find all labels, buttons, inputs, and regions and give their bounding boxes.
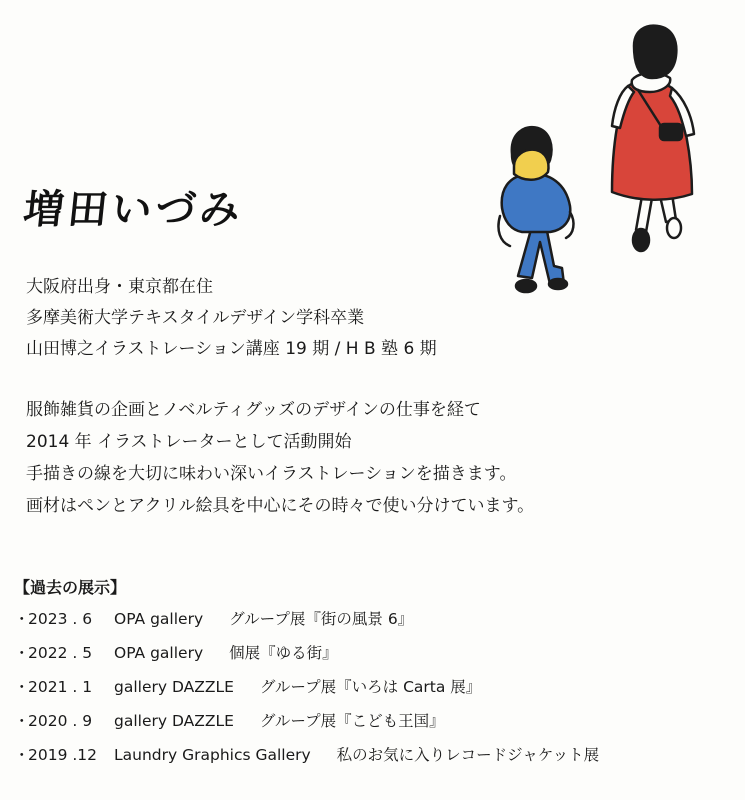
exhibition-date: 2023 . 6	[28, 610, 93, 628]
exhibition-title: 個展『ゆる街』	[229, 644, 338, 662]
bullet: ・	[14, 712, 30, 730]
bullet: ・	[14, 746, 30, 764]
bullet: ・	[14, 610, 30, 628]
bullet: ・	[14, 644, 30, 662]
bio-line: 2014 年 イラストレーターとして活動開始	[26, 432, 352, 452]
profile-line: 山田博之イラストレーション講座 19 期 / H B 塾 6 期	[26, 339, 437, 359]
exhibition-gallery: gallery DAZZLE	[114, 712, 234, 730]
exhibition-gallery: gallery DAZZLE	[114, 678, 234, 696]
exhibition-item	[14, 738, 599, 772]
bio-line: 画材はペンとアクリル絵具を中心にその時々で使い分けています。	[26, 496, 535, 516]
exhibition-item	[14, 704, 599, 738]
bio-line: 手描きの線を大切に味わい深いイラストレーションを描きます。	[26, 464, 517, 484]
exhibitions-section	[14, 574, 599, 772]
child-figure	[498, 127, 573, 292]
profile-line: 多摩美術大学テキスタイルデザイン学科卒業	[26, 308, 365, 328]
profile-section	[26, 272, 437, 365]
exhibition-gallery: OPA gallery	[114, 644, 204, 662]
exhibition-gallery: Laundry Graphics Gallery	[114, 746, 311, 764]
profile-line: 大阪府出身・東京都在住	[26, 277, 213, 297]
exhibition-item	[14, 636, 599, 670]
exhibition-item	[14, 602, 599, 636]
exhibition-title: グループ展『いろは Carta 展』	[259, 678, 482, 696]
artist-name: 増田いづみ	[21, 186, 247, 233]
bullet: ・	[14, 678, 30, 696]
exhibitions-heading: 【過去の展示】	[14, 578, 127, 597]
exhibition-item	[14, 670, 599, 704]
adult-figure	[612, 26, 694, 251]
exhibition-date: 2020 . 9	[28, 712, 93, 730]
bio-section	[26, 394, 534, 522]
exhibition-date: 2022 . 5	[28, 644, 93, 662]
exhibition-title: 私のお気に入りレコードジャケット展	[336, 746, 600, 764]
exhibition-date: 2019 .12	[28, 746, 98, 764]
exhibitions-list	[14, 602, 599, 772]
exhibition-title: グループ展『街の風景 6』	[229, 610, 414, 628]
exhibition-title: グループ展『こども王国』	[259, 712, 445, 730]
exhibition-date: 2021 . 1	[28, 678, 93, 696]
walking-figures-illustration	[488, 16, 728, 312]
bio-line: 服飾雑貨の企画とノベルティグッズのデザインの仕事を経て	[26, 400, 481, 420]
exhibition-gallery: OPA gallery	[114, 610, 204, 628]
